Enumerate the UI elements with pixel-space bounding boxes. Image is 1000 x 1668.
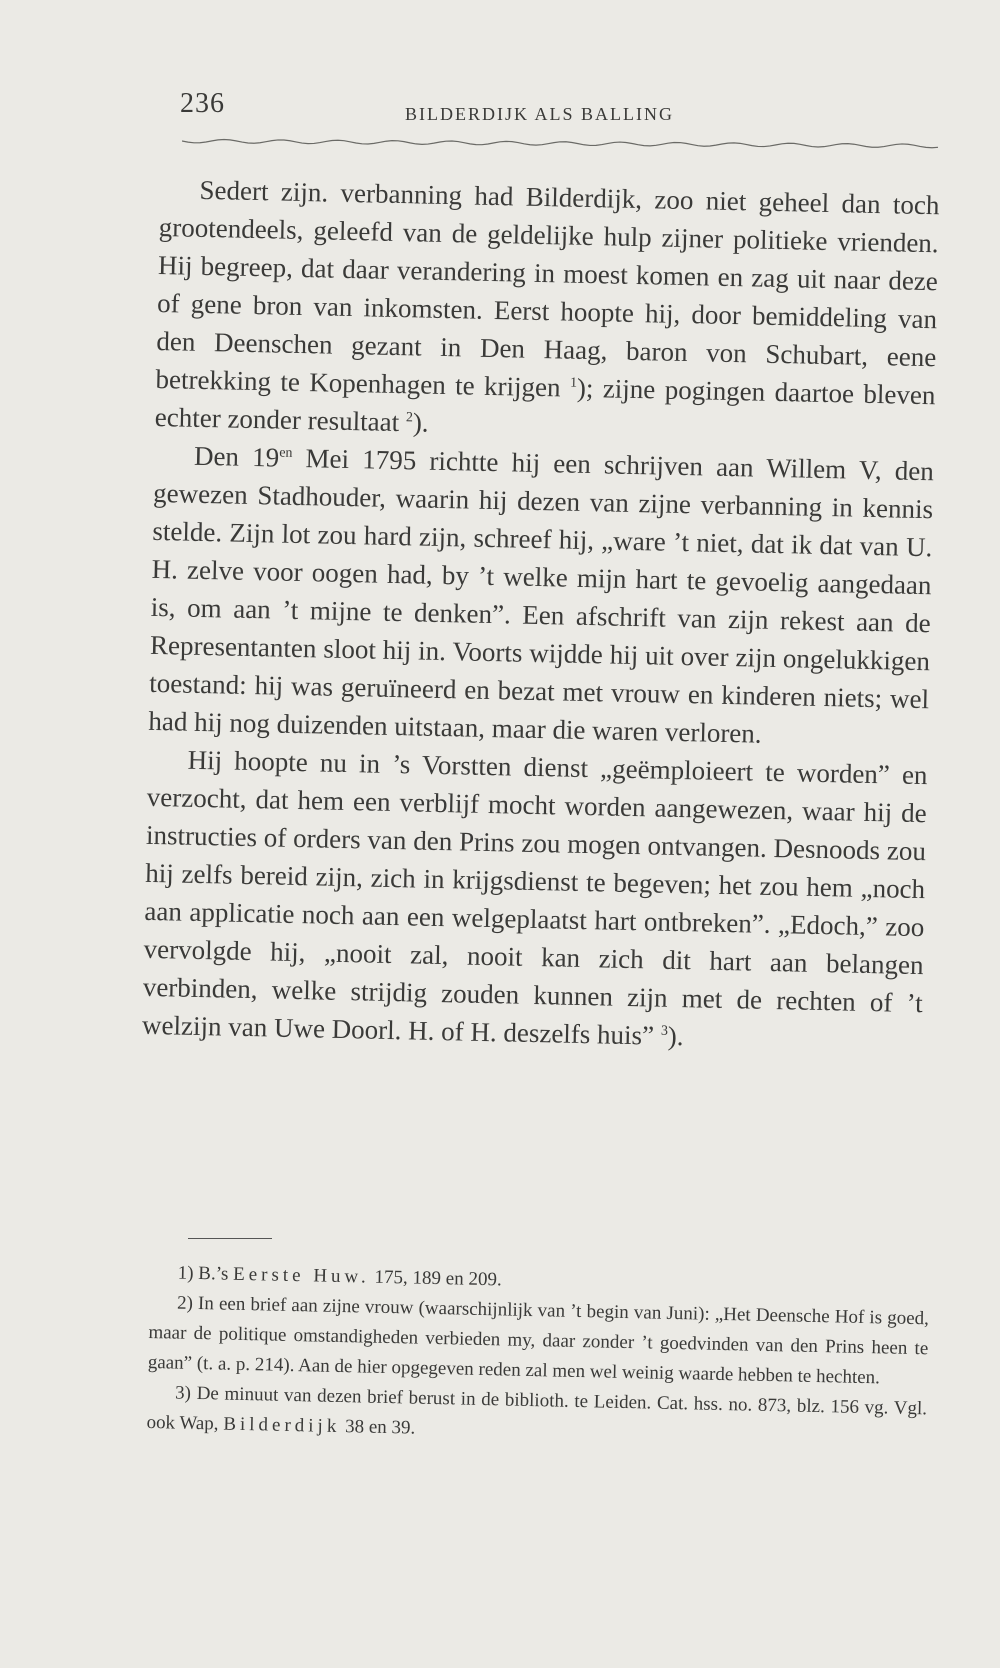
running-title: BILDERDIJK ALS BALLING — [405, 104, 674, 124]
body-text — [142, 170, 940, 1060]
paragraph-3: Hij hoopte nu in ’s Vorstten dienst „geëmploieert te worden” en verzocht, dat hem een verblijf mocht worden aangewezen, waar hij de instructies of orders van den Prins zou mogen ontvangen. Desnoods zou hij zelfs bereid zijn, zich in krijgsdienst te begeven; het zou hem „noch aan applicatie noch aan een welgeplaatst hart ontbreken”. „Edoch,” zoo vervolgde hij, „nooit zal, nooit kan zich dit hart aan belangen verbinden, welke strijdig zouden kunnen zijn met de rechten of ’t welzijn van Uwe Doorl. H. of H. deszelfs huis” $^3$). — [141, 744, 928, 1052]
footnote-3: 3) De minuut van dezen brief berust in de biblioth. te Leiden. Cat. hss. no. 873, blz. 156 vg. Vgl. ook Wap, Bilderdijk 38 en 39. — [146, 1382, 928, 1439]
footnote-2: 2) In een brief aan zijne vrouw (waarschijnlijk van ’t begin van Juni): „Het Deensche Hof is goed, maar de politique omstandigheden verbieden my, daar zonder ’t goedvinden van den Prins heen te gaan” (t. a. p. 214). Aan de hier opgegeven reden zal men wel weinig waarde hebben te hechten. — [147, 1292, 930, 1389]
paragraph-1: Sedert zijn. verbanning had Bilderdijk, zoo niet geheel dan toch grootendeels, geleefd van de geldelijke hulp zijner politieke vrienden. Hij begreep, dat daar verandering in moest komen en zag uit naar deze of gene bron van inkomsten. Eerst hoopte hij, door bemiddeling van den Deenschen gezant in Den Haag, baron von Schubart, eene betrekking te Kopenhagen te krijgen $^1$); zijne pogingen daartoe bleven echter zonder resultaat $^2$). — [154, 174, 940, 438]
footnote-separator — [188, 1238, 272, 1239]
footnote-ref-2: 2 — [405, 410, 414, 426]
ordinal-suffix: en — [279, 445, 293, 461]
page-header — [180, 88, 935, 128]
footnote-1: 1) B.’s Eerste Huw. 175, 189 en 209. — [177, 1262, 502, 1291]
paragraph-2: Den $19^{en}$ Mei 1795 richtte hij een schrijven aan Willem V, den gewezen Stadhouder, waarin hij dezen van zijne verbanning in kennis stelde. Zijn lot zou hard zijn, schreef hij, „ware ’t niet, dat ik dat van U. H. zelve voor oogen had, by ’t welke mijn hart te gevoelig aangedaan is, om aan ’t mijne te denken”. Een afschrift van zijn rekest aan de Representanten sloot hij in. Voorts wijdde hij uit over zijn ongelukkigen toestand: hij was geruïneerd en bezat met vrouw en kinderen niets; wel had hij nog duizenden uitstaan, maar die waren verloren. — [148, 440, 935, 749]
header-wavy-rule — [182, 136, 942, 150]
footnote-ref-3: 3 — [660, 1023, 669, 1039]
footnotes — [146, 1258, 930, 1454]
footnote-ref-1: 1 — [569, 375, 578, 391]
page-number: 236 — [180, 88, 225, 119]
